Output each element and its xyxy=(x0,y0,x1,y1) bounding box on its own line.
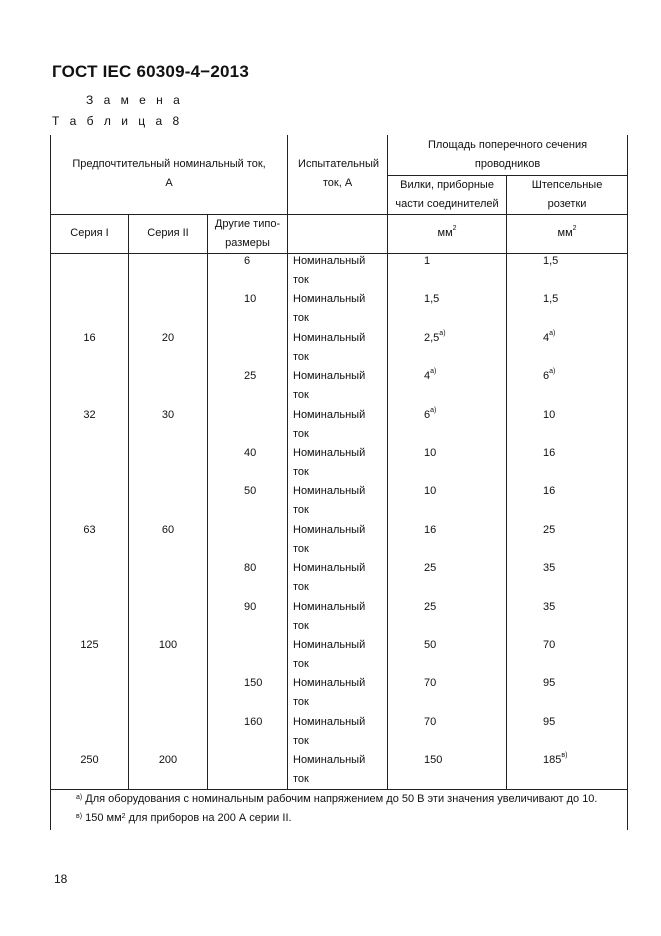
cell-socket-section: 16 xyxy=(507,444,628,482)
cell-test-current: Номинальный ток xyxy=(288,636,388,674)
table-row xyxy=(51,598,628,636)
cell-series2 xyxy=(129,482,208,520)
cell-series1 xyxy=(51,674,129,712)
cell-socket-section: 70 xyxy=(507,636,628,674)
cell-series2 xyxy=(129,674,208,712)
cell-other-size xyxy=(208,329,288,367)
cell-series2: 30 xyxy=(129,406,208,444)
cell-series2 xyxy=(129,713,208,751)
table-row xyxy=(51,713,628,751)
cell-series1 xyxy=(51,713,129,751)
cell-socket-section: 1,5 xyxy=(507,252,628,290)
cell-plug-section: 10 xyxy=(388,482,507,520)
cell-socket-section: 95 xyxy=(507,674,628,712)
cell-other-size xyxy=(208,636,288,674)
cell-series2: 200 xyxy=(129,751,208,790)
cell-test-current: Номинальный ток xyxy=(288,252,388,290)
cell-other-size: 25 xyxy=(208,367,288,405)
cell-series2 xyxy=(129,598,208,636)
cell-other-size xyxy=(208,751,288,790)
cell-series1: 63 xyxy=(51,521,129,559)
cell-socket-section: 35 xyxy=(507,598,628,636)
table-row xyxy=(51,521,628,559)
cell-test-current: Номинальный ток xyxy=(288,598,388,636)
table-row xyxy=(51,329,628,367)
cell-series2 xyxy=(129,290,208,328)
change-label: З а м е н а xyxy=(86,93,184,107)
table-row xyxy=(51,559,628,597)
cell-test-current: Номинальный ток xyxy=(288,713,388,751)
table-row xyxy=(51,636,628,674)
table-row xyxy=(51,674,628,712)
cell-test-current: Номинальный ток xyxy=(288,444,388,482)
cell-series1: 32 xyxy=(51,406,129,444)
cell-plug-section: 70 xyxy=(388,674,507,712)
cell-test-current: Номинальный ток xyxy=(288,559,388,597)
cell-other-size: 90 xyxy=(208,598,288,636)
cell-plug-section: 16 xyxy=(388,521,507,559)
cell-other-size: 40 xyxy=(208,444,288,482)
cell-series1 xyxy=(51,290,129,328)
cell-series1 xyxy=(51,598,129,636)
header-plugs: Вилки, приборные части соединителей xyxy=(388,175,507,214)
header-preferred-rated: Предпочтительный номинальный ток, А xyxy=(51,135,288,214)
cell-test-current: Номинальный ток xyxy=(288,521,388,559)
cell-series1 xyxy=(51,559,129,597)
cell-series2: 20 xyxy=(129,329,208,367)
table-row xyxy=(51,444,628,482)
cell-series2: 60 xyxy=(129,521,208,559)
cell-series1: 250 xyxy=(51,751,129,790)
cell-plug-section: 150 xyxy=(388,751,507,790)
cell-plug-section: $2,5^{а)}$ xyxy=(388,329,507,367)
cell-series2 xyxy=(129,559,208,597)
header-unit-sockets: $мм^2$ xyxy=(507,214,628,253)
cell-series1: 125 xyxy=(51,636,129,674)
cell-other-size: 150 xyxy=(208,674,288,712)
cell-socket-section: $4^{а)}$ xyxy=(507,329,628,367)
cell-plug-section: 70 xyxy=(388,713,507,751)
cell-socket-section: $6^{а)}$ xyxy=(507,367,628,405)
cell-series1 xyxy=(51,482,129,520)
document-title: ГОСТ IEC 60309-4−2013 xyxy=(52,62,249,81)
cell-socket-section: 35 xyxy=(507,559,628,597)
cell-other-size xyxy=(208,521,288,559)
cell-plug-section: 10 xyxy=(388,444,507,482)
table-row xyxy=(51,751,628,790)
table-row xyxy=(51,406,628,444)
cell-series1 xyxy=(51,367,129,405)
cell-series2: 100 xyxy=(129,636,208,674)
footnote-b: $^{в)}$ 150 $мм^2$ для приборов на 200 А серии II. xyxy=(76,812,292,824)
footnote-a: $^{а)}$ Для оборудования с номинальным рабочим напряжением до 50 В эти значения увеличивают до 10. xyxy=(76,793,598,805)
cell-series2 xyxy=(129,367,208,405)
cell-series1: 16 xyxy=(51,329,129,367)
cell-test-current: Номинальный ток xyxy=(288,290,388,328)
cell-plug-section: 1,5 xyxy=(388,290,507,328)
cell-socket-section: 10 xyxy=(507,406,628,444)
cell-plug-section: $4^{а)}$ xyxy=(388,367,507,405)
cell-socket-section: 95 xyxy=(507,713,628,751)
cell-other-size: 50 xyxy=(208,482,288,520)
header-sockets: Штепсельные розетки xyxy=(507,175,628,214)
header-unit-plugs: $мм^2$ xyxy=(388,214,507,253)
header-test-current: Испытательный ток, А xyxy=(288,135,388,214)
cell-series2 xyxy=(129,252,208,290)
header-series2: Серия II xyxy=(129,214,208,253)
cell-test-current: Номинальный ток xyxy=(288,406,388,444)
cell-socket-section: 25 xyxy=(507,521,628,559)
cell-socket-section: 16 xyxy=(507,482,628,520)
cell-socket-section: $185^{в)}$ xyxy=(507,751,628,790)
cell-plug-section: 25 xyxy=(388,559,507,597)
cell-other-size: 80 xyxy=(208,559,288,597)
cell-other-size: 10 xyxy=(208,290,288,328)
cell-plug-section: 50 xyxy=(388,636,507,674)
cell-test-current: Номинальный ток xyxy=(288,674,388,712)
cell-plug-section: 25 xyxy=(388,598,507,636)
cell-plug-section: 1 xyxy=(388,252,507,290)
header-test-blank xyxy=(288,214,388,253)
cell-test-current: Номинальный ток xyxy=(288,751,388,790)
table-row xyxy=(51,482,628,520)
cell-test-current: Номинальный ток xyxy=(288,367,388,405)
header-cross-section: Площадь поперечного сечения проводников xyxy=(388,135,628,175)
cell-test-current: Номинальный ток xyxy=(288,482,388,520)
header-other-sizes: Другие типо-размеры xyxy=(208,214,288,253)
cell-other-size: 6 xyxy=(208,252,288,290)
table-row xyxy=(51,290,628,328)
cell-series2 xyxy=(129,444,208,482)
table-header xyxy=(50,135,628,254)
table-row xyxy=(51,252,628,290)
cell-socket-section: 1,5 xyxy=(507,290,628,328)
table-row xyxy=(51,367,628,405)
page-number: 18 xyxy=(54,872,68,886)
cell-plug-section: $6^{а)}$ xyxy=(388,406,507,444)
cell-other-size xyxy=(208,406,288,444)
header-series1: Серия I xyxy=(51,214,129,253)
table-body xyxy=(50,252,628,790)
cell-series1 xyxy=(51,444,129,482)
cell-series1 xyxy=(51,252,129,290)
cell-other-size: 160 xyxy=(208,713,288,751)
table-label: Т а б л и ц а 8 xyxy=(52,114,183,128)
cell-test-current: Номинальный ток xyxy=(288,329,388,367)
